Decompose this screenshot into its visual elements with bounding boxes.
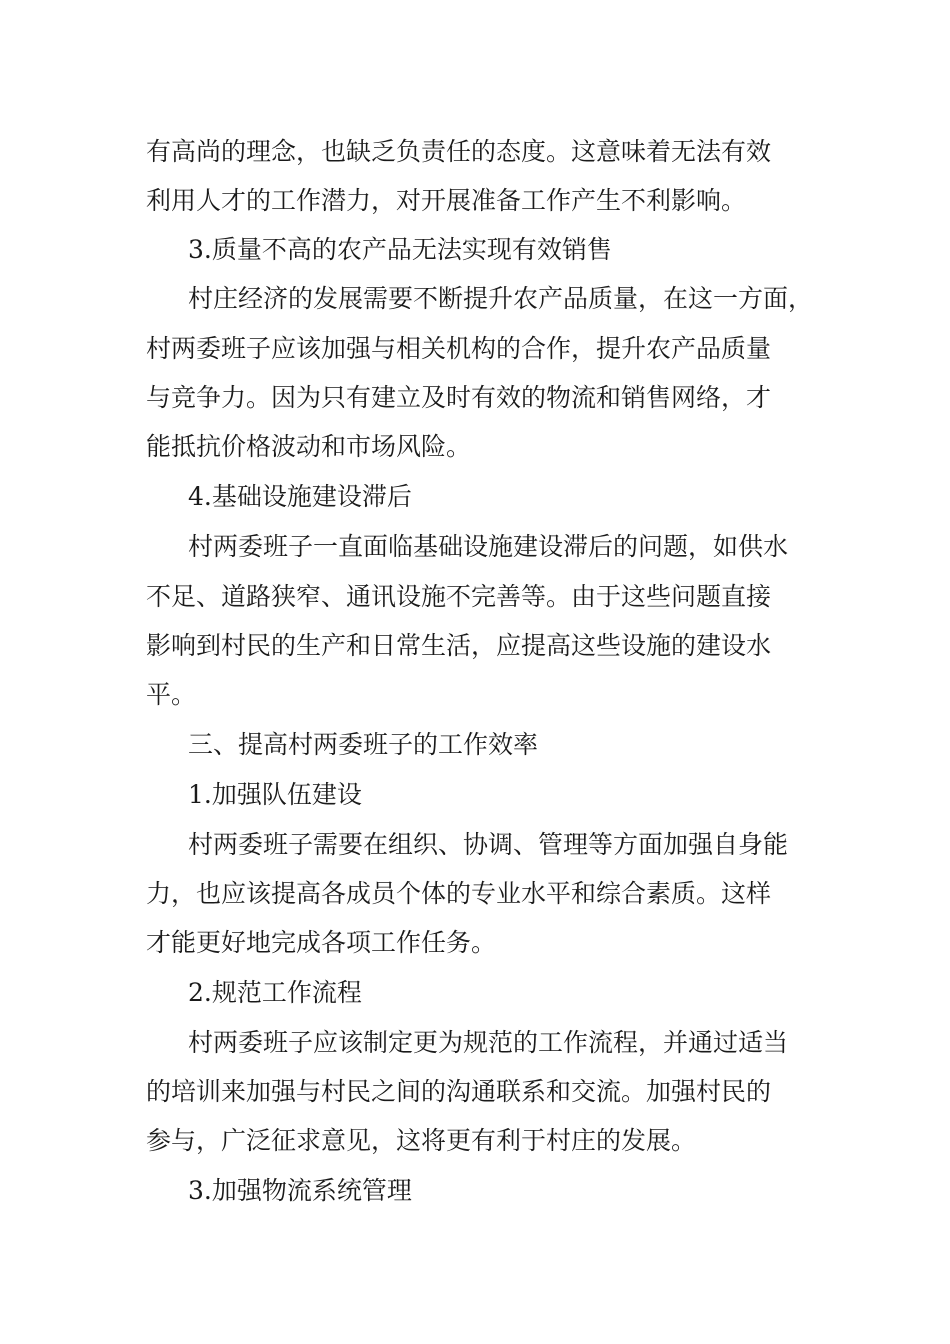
paragraph-line: 力，也应该提高各成员个体的专业水平和综合素质。这样 bbox=[146, 879, 772, 908]
subheading-team-building: 1.加强队伍建设 bbox=[188, 780, 362, 809]
paragraph-line: 平。 bbox=[146, 680, 197, 709]
paragraph-line: 村两委班子需要在组织、协调、管理等方面加强自身能 bbox=[188, 830, 789, 859]
paragraph-line: 与竞争力。因为只有建立及时有效的物流和销售网络，才 bbox=[146, 383, 772, 412]
section-title: 三、提高村两委班子的工作效率 bbox=[188, 730, 539, 759]
paragraph-line: 村庄经济的发展需要不断提升农产品质量，在这一方面， bbox=[188, 284, 814, 313]
paragraph-line: 村两委班子应该加强与相关机构的合作，提升农产品质量 bbox=[146, 334, 772, 363]
subheading-quality: 3.质量不高的农产品无法实现有效销售 bbox=[188, 235, 612, 264]
paragraph-line: 利用人才的工作潜力，对开展准备工作产生不利影响。 bbox=[146, 186, 747, 215]
paragraph-line: 的培训来加强与村民之间的沟通联系和交流。加强村民的 bbox=[146, 1077, 772, 1106]
subheading-workflow: 2.规范工作流程 bbox=[188, 978, 362, 1007]
paragraph-line: 才能更好地完成各项工作任务。 bbox=[146, 928, 497, 957]
subheading-logistics: 3.加强物流系统管理 bbox=[188, 1176, 412, 1205]
paragraph-line: 有高尚的理念，也缺乏负责任的态度。这意味着无法有效 bbox=[146, 137, 772, 166]
paragraph-line: 参与，广泛征求意见，这将更有利于村庄的发展。 bbox=[146, 1126, 697, 1155]
subheading-infrastructure: 4.基础设施建设滞后 bbox=[188, 482, 412, 511]
paragraph-line: 村两委班子应该制定更为规范的工作流程，并通过适当 bbox=[188, 1028, 789, 1057]
paragraph-line: 不足、道路狭窄、通讯设施不完善等。由于这些问题直接 bbox=[146, 582, 772, 611]
paragraph-line: 能抵抗价格波动和市场风险。 bbox=[146, 432, 472, 461]
paragraph-line: 影响到村民的生产和日常生活，应提高这些设施的建设水 bbox=[146, 631, 772, 660]
paragraph-line: 村两委班子一直面临基础设施建设滞后的问题，如供水 bbox=[188, 532, 789, 561]
